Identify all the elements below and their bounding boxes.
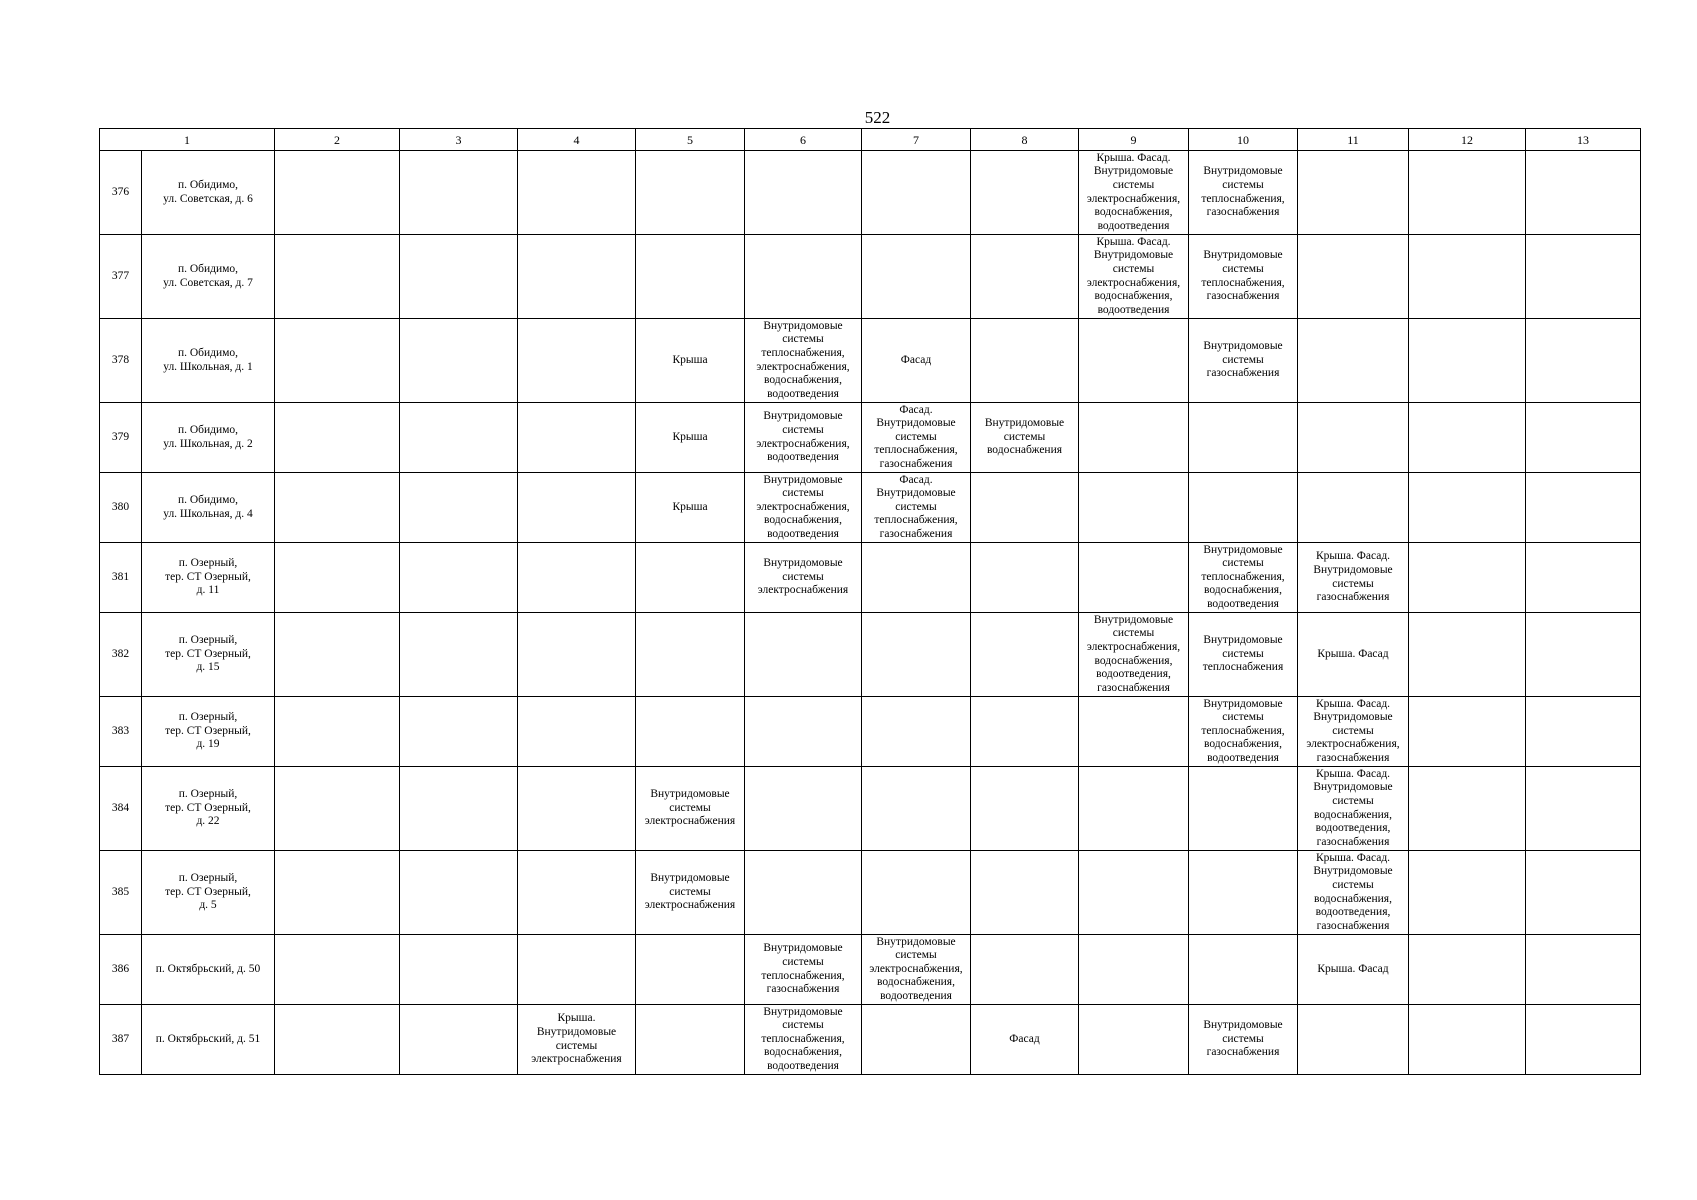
table-cell: [1409, 935, 1526, 1005]
table-cell: Крыша. Фасад: [1298, 935, 1409, 1005]
table-cell: [1079, 935, 1189, 1005]
table-cell: [518, 697, 636, 767]
table-cell: [518, 767, 636, 851]
table-cell: [745, 767, 862, 851]
table-cell: Внутридомовые системы теплоснабжения, водоснабжения, водоотведения: [745, 1005, 862, 1075]
row-number: 383: [100, 697, 142, 767]
repair-schedule-table: [99, 128, 1641, 1075]
table-cell: [275, 235, 400, 319]
table-cell: [1079, 697, 1189, 767]
row-number: 387: [100, 1005, 142, 1075]
table-cell: [1409, 543, 1526, 613]
table-cell: [1079, 473, 1189, 543]
table-cell: [1526, 473, 1641, 543]
header-cell: 5: [636, 129, 745, 151]
table-cell: [1409, 613, 1526, 697]
table-cell: [636, 1005, 745, 1075]
address-cell: п. Озерный, тер. СТ Озерный, д. 22: [142, 767, 275, 851]
table-cell: [1298, 403, 1409, 473]
table-cell: [1526, 613, 1641, 697]
table-cell: [636, 935, 745, 1005]
row-number: 386: [100, 935, 142, 1005]
table-row: [100, 235, 1641, 319]
table-cell: Крыша: [636, 319, 745, 403]
header-cell: 12: [1409, 129, 1526, 151]
address-cell: п. Обидимо, ул. Школьная, д. 4: [142, 473, 275, 543]
table-cell: [400, 767, 518, 851]
table-cell: [518, 613, 636, 697]
table-cell: Внутридомовые системы теплоснабжения, водоснабжения, водоотведения: [1189, 697, 1298, 767]
table-cell: [1526, 851, 1641, 935]
table-cell: [971, 151, 1079, 235]
address-cell: п. Озерный, тер. СТ Озерный, д. 19: [142, 697, 275, 767]
table-cell: [518, 543, 636, 613]
table-cell: [518, 851, 636, 935]
row-number: 384: [100, 767, 142, 851]
table-cell: [862, 235, 971, 319]
table-cell: [1409, 319, 1526, 403]
table-cell: [745, 697, 862, 767]
table-cell: [400, 613, 518, 697]
table-cell: [1079, 767, 1189, 851]
table-cell: Фасад: [971, 1005, 1079, 1075]
table-cell: [1079, 1005, 1189, 1075]
table-cell: [1298, 235, 1409, 319]
table-cell: [400, 235, 518, 319]
table-row: [100, 151, 1641, 235]
row-number: 377: [100, 235, 142, 319]
table-cell: [275, 935, 400, 1005]
table-cell: [745, 235, 862, 319]
table-cell: Внутридомовые системы газоснабжения: [1189, 1005, 1298, 1075]
table-cell: [971, 235, 1079, 319]
table-cell: Внутридомовые системы газоснабжения: [1189, 319, 1298, 403]
table-cell: Крыша: [636, 403, 745, 473]
header-cell: 9: [1079, 129, 1189, 151]
table-cell: [275, 543, 400, 613]
table-cell: Крыша. Фасад. Внутридомовые системы электроснабжения, водоснабжения, водоотведения: [1079, 235, 1189, 319]
table-cell: [1409, 851, 1526, 935]
table-cell: Внутридомовые системы теплоснабжения, газоснабжения: [1189, 151, 1298, 235]
table-cell: [400, 473, 518, 543]
table-cell: [1409, 151, 1526, 235]
header-cell: 3: [400, 129, 518, 151]
row-number: 379: [100, 403, 142, 473]
header-cell: 2: [275, 129, 400, 151]
table-cell: [862, 697, 971, 767]
table-cell: Внутридомовые системы электроснабжения, водоотведения: [745, 403, 862, 473]
row-number: 382: [100, 613, 142, 697]
header-row: [100, 129, 1641, 151]
table-cell: Крыша: [636, 473, 745, 543]
table-cell: [1526, 767, 1641, 851]
table-cell: [862, 543, 971, 613]
table-row: [100, 473, 1641, 543]
table-cell: [400, 935, 518, 1005]
table-cell: Внутридомовые системы теплоснабжения, газоснабжения: [1189, 235, 1298, 319]
table-cell: Внутридомовые системы теплоснабжения, водоснабжения, водоотведения: [1189, 543, 1298, 613]
table-cell: [636, 235, 745, 319]
header-cell: 6: [745, 129, 862, 151]
table-cell: [971, 473, 1079, 543]
header-cell: 11: [1298, 129, 1409, 151]
table-cell: [518, 151, 636, 235]
table-row: [100, 697, 1641, 767]
table-cell: Крыша. Фасад. Внутридомовые системы электроснабжения, водоснабжения, водоотведения: [1079, 151, 1189, 235]
table-cell: [400, 151, 518, 235]
table-cell: [636, 543, 745, 613]
table-row: [100, 319, 1641, 403]
table-cell: Крыша. Фасад. Внутридомовые системы водоснабжения, водоотведения, газоснабжения: [1298, 767, 1409, 851]
table-cell: [1409, 697, 1526, 767]
table-cell: [400, 319, 518, 403]
address-cell: п. Обидимо, ул. Школьная, д. 2: [142, 403, 275, 473]
table-cell: Внутридомовые системы электроснабжения: [636, 851, 745, 935]
table-row: [100, 403, 1641, 473]
table-cell: Внутридомовые системы электроснабжения, водоснабжения, водоотведения, газоснабжения: [1079, 613, 1189, 697]
table-cell: [971, 851, 1079, 935]
table-cell: [275, 767, 400, 851]
table-cell: [1409, 767, 1526, 851]
table-cell: [1079, 543, 1189, 613]
table-cell: [1189, 403, 1298, 473]
table-cell: [1298, 1005, 1409, 1075]
table-cell: [1526, 403, 1641, 473]
table-cell: [1189, 767, 1298, 851]
row-number: 378: [100, 319, 142, 403]
address-cell: п. Октябрьский, д. 50: [142, 935, 275, 1005]
table-cell: [1409, 1005, 1526, 1075]
table-row: [100, 1005, 1641, 1075]
table-cell: [636, 697, 745, 767]
table-cell: [518, 235, 636, 319]
table-cell: Внутридомовые системы электроснабжения, водоснабжения, водоотведения: [862, 935, 971, 1005]
table-cell: [862, 151, 971, 235]
table-cell: [862, 851, 971, 935]
address-cell: п. Обидимо, ул. Советская, д. 6: [142, 151, 275, 235]
table-cell: [1526, 935, 1641, 1005]
table-cell: [971, 543, 1079, 613]
table-cell: Крыша. Фасад. Внутридомовые системы водоснабжения, водоотведения, газоснабжения: [1298, 851, 1409, 935]
table-cell: [518, 473, 636, 543]
table-cell: [400, 697, 518, 767]
table-cell: [1079, 851, 1189, 935]
table-cell: Внутридомовые системы электроснабжения: [745, 543, 862, 613]
table-cell: [745, 851, 862, 935]
table-cell: [971, 697, 1079, 767]
table-cell: [1189, 935, 1298, 1005]
table-cell: [400, 543, 518, 613]
table-cell: [1526, 151, 1641, 235]
table-cell: [275, 473, 400, 543]
header-cell: 8: [971, 129, 1079, 151]
table-cell: [275, 697, 400, 767]
table-cell: [1079, 319, 1189, 403]
table-cell: [862, 767, 971, 851]
table-cell: Крыша. Фасад. Внутридомовые системы электроснабжения, газоснабжения: [1298, 697, 1409, 767]
table-cell: [636, 151, 745, 235]
table-cell: [1189, 851, 1298, 935]
table-cell: [1409, 235, 1526, 319]
table-row: [100, 851, 1641, 935]
table-cell: [745, 613, 862, 697]
table-cell: Фасад. Внутридомовые системы теплоснабжения, газоснабжения: [862, 473, 971, 543]
table-cell: [971, 935, 1079, 1005]
header-cell: 7: [862, 129, 971, 151]
address-cell: п. Озерный, тер. СТ Озерный, д. 5: [142, 851, 275, 935]
table-cell: [745, 151, 862, 235]
table-cell: Внутридомовые системы теплоснабжения, электроснабжения, водоснабжения, водоотведения: [745, 319, 862, 403]
table-cell: [1298, 473, 1409, 543]
table-cell: [1189, 473, 1298, 543]
header-cell: 13: [1526, 129, 1641, 151]
table-cell: Крыша. Фасад: [1298, 613, 1409, 697]
table-body: [100, 151, 1641, 1075]
row-number: 380: [100, 473, 142, 543]
table-cell: [862, 613, 971, 697]
table-cell: Внутридомовые системы теплоснабжения: [1189, 613, 1298, 697]
table-cell: [275, 851, 400, 935]
table-cell: [971, 767, 1079, 851]
table-cell: [275, 613, 400, 697]
table-cell: [636, 613, 745, 697]
row-number: 381: [100, 543, 142, 613]
address-cell: п. Озерный, тер. СТ Озерный, д. 11: [142, 543, 275, 613]
table-cell: [971, 613, 1079, 697]
table-row: [100, 767, 1641, 851]
row-number: 376: [100, 151, 142, 235]
table-cell: [1409, 403, 1526, 473]
table-cell: [1298, 319, 1409, 403]
table-cell: Внутридомовые системы теплоснабжения, газоснабжения: [745, 935, 862, 1005]
table-cell: [1079, 403, 1189, 473]
table-cell: [518, 403, 636, 473]
table-cell: Фасад: [862, 319, 971, 403]
table-cell: [400, 1005, 518, 1075]
table-header: [100, 129, 1641, 151]
header-cell: 10: [1189, 129, 1298, 151]
address-cell: п. Обидимо, ул. Советская, д. 7: [142, 235, 275, 319]
table-cell: [518, 935, 636, 1005]
address-cell: п. Октябрьский, д. 51: [142, 1005, 275, 1075]
address-cell: п. Обидимо, ул. Школьная, д. 1: [142, 319, 275, 403]
table-cell: Крыша. Фасад. Внутридомовые системы газоснабжения: [1298, 543, 1409, 613]
table-cell: Внутридомовые системы электроснабжения, водоснабжения, водоотведения: [745, 473, 862, 543]
table-cell: [400, 403, 518, 473]
row-number: 385: [100, 851, 142, 935]
table-cell: [971, 319, 1079, 403]
table-row: [100, 935, 1641, 1005]
table-row: [100, 613, 1641, 697]
table-cell: [275, 319, 400, 403]
header-cell: 4: [518, 129, 636, 151]
table-cell: [1526, 235, 1641, 319]
table-cell: [1526, 697, 1641, 767]
table-cell: [1526, 543, 1641, 613]
table-cell: Внутридомовые системы электроснабжения: [636, 767, 745, 851]
table-cell: [275, 1005, 400, 1075]
table-cell: [1526, 1005, 1641, 1075]
table-cell: [1526, 319, 1641, 403]
table-cell: [1298, 151, 1409, 235]
table-cell: [400, 851, 518, 935]
table-cell: Фасад. Внутридомовые системы теплоснабжения, газоснабжения: [862, 403, 971, 473]
table-cell: Крыша. Внутридомовые системы электроснабжения: [518, 1005, 636, 1075]
table-cell: [862, 1005, 971, 1075]
table-cell: Внутридомовые системы водоснабжения: [971, 403, 1079, 473]
table-cell: [1409, 473, 1526, 543]
table-cell: [275, 403, 400, 473]
table-cell: [518, 319, 636, 403]
address-cell: п. Озерный, тер. СТ Озерный, д. 15: [142, 613, 275, 697]
page-number: 522: [864, 108, 891, 127]
table-row: [100, 543, 1641, 613]
header-cell: 1: [100, 129, 275, 151]
table-cell: [275, 151, 400, 235]
